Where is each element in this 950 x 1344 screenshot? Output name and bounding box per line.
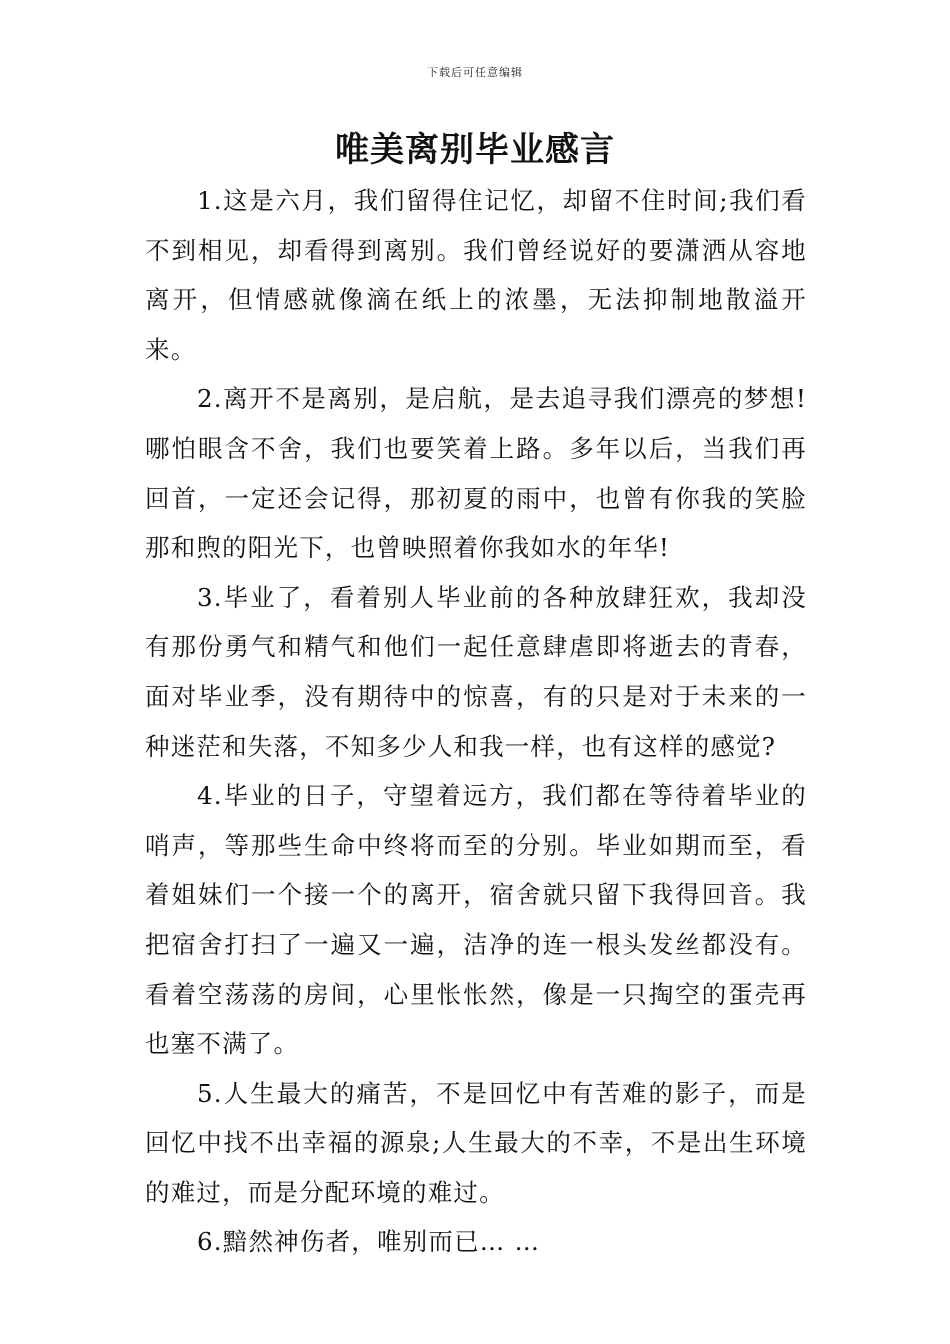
paragraph-3: 3.毕业了，看着别人毕业前的各种放肆狂欢，我却没有那份勇气和精气和他们一起任意肆虐即将逝去的青春，面对毕业季，没有期待中的惊喜，有的只是对于未来的一种迷茫和失落，不知多少人和我一样，也有这样的感觉?: [145, 582, 807, 761]
paragraph-6: 6.黯然神伤者，唯别而已… …: [197, 1227, 541, 1257]
paragraph-1: 1.这是六月，我们留得住记忆，却留不住时间;我们看不到相见，却看得到离别。我们曾经说好的要潇洒从容地离开，但情感就像滴在纸上的浓墨，无法抑制地散溢开来。: [145, 186, 807, 364]
paragraph-2: 2.离开不是离别，是启航，是去追寻我们漂亮的梦想!哪怕眼含不舍，我们也要笑着上路。多年以后，当我们再回首，一定还会记得，那初夏的雨中，也曾有你我的笑脸那和煦的阳光下，也曾映照着你我如水的年华!: [145, 384, 807, 563]
paragraph-5: 5.人生最大的痛苦，不是回忆中有苦难的影子，而是回忆中找不出幸福的源泉;人生最大的不幸，不是出生环境的难过，而是分配环境的难过。: [145, 1078, 807, 1207]
page-title: 唯美离别毕业感言: [335, 130, 615, 170]
paragraph-4: 4.毕业的日子，守望着远方，我们都在等待着毕业的哨声，等那些生命中终将而至的分别。毕业如期而至，看着姐妹们一个接一个的离开，宿舍就只留下我得回音。我把宿舍打扫了一遍又一遍，洁净的连一根头发丝都没有。看着空荡荡的房间，心里怅怅然，像是一只掏空的蛋壳再也塞不满了。: [145, 781, 807, 1059]
document-body: [145, 176, 807, 1267]
header-note: 下载后可任意编辑: [427, 66, 523, 79]
